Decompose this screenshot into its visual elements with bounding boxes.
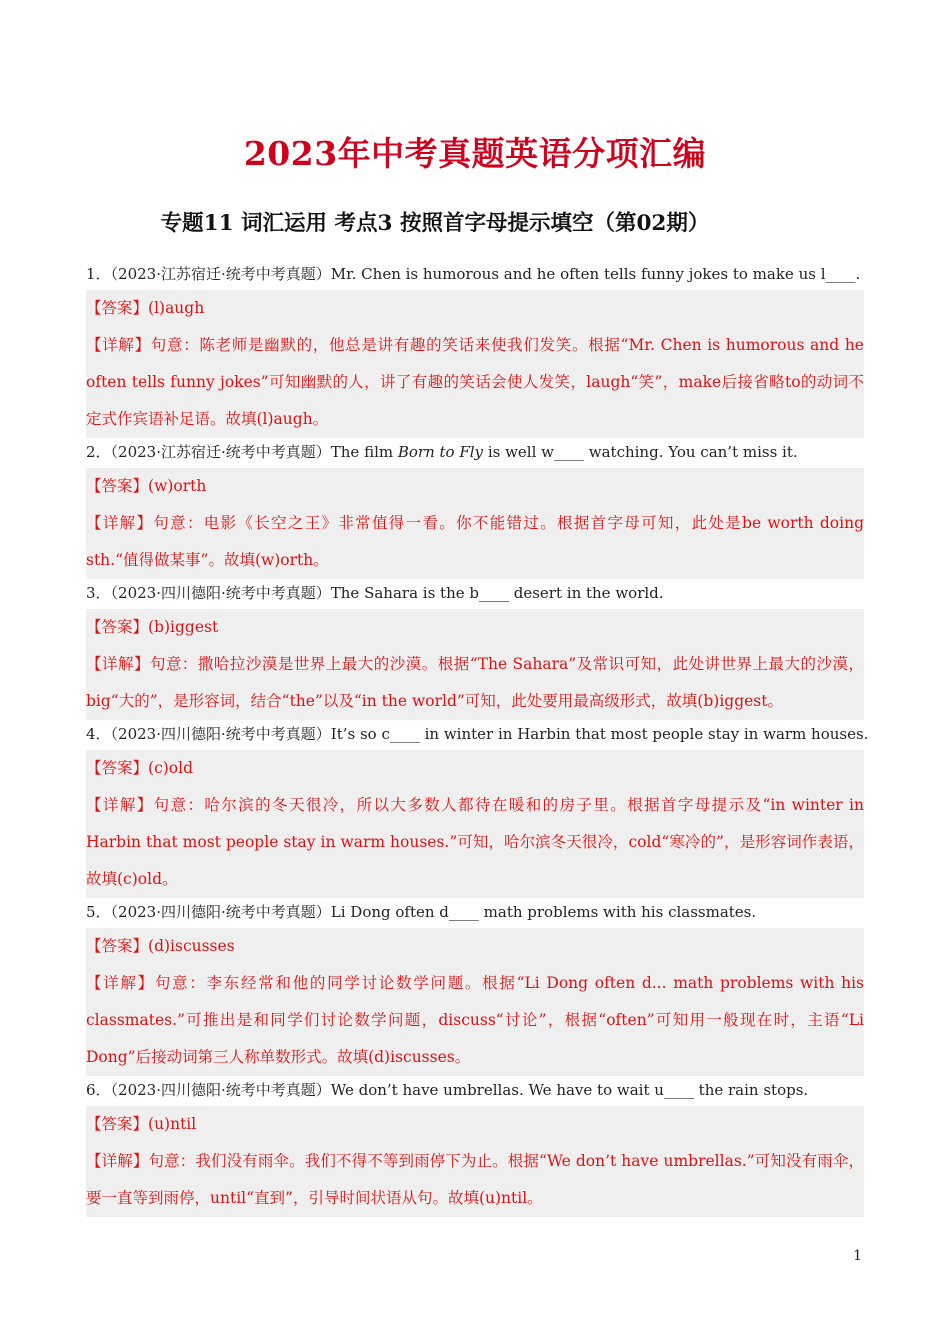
answer-text: (w)orth [148, 477, 207, 495]
detail-tag: 【详解】 [86, 796, 154, 814]
question-item [86, 438, 864, 468]
answer-block [86, 290, 864, 438]
question-text: It’s so c____ in winter in Harbin that most people stay in warm houses. [330, 725, 869, 743]
detail-tag: 【详解】 [86, 655, 150, 673]
question-list [86, 260, 869, 1217]
question-number: 2． [86, 443, 111, 461]
answer-line [86, 928, 864, 965]
answer-text: (b)iggest [148, 618, 219, 636]
question-number: 4． [86, 725, 111, 743]
question-source: （2023·四川德阳·统考中考真题） [110, 1081, 331, 1099]
answer-text: (c)old [148, 759, 194, 777]
detail-text: 句意：哈尔滨的冬天很冷，所以大多数人都待在暖和的房子里。根据首字母提示及“in winter in Harbin that most people stay in warm houses.”可知，哈尔滨冬天很冷，cold“寒冷的”，是形容词作表语，故填(c)old。 [86, 796, 864, 888]
answer-block [86, 609, 864, 720]
answer-line [86, 1106, 864, 1143]
answer-text: (d)iscusses [148, 937, 235, 955]
question-item [86, 1076, 864, 1106]
answer-tag: 【答案】 [86, 299, 149, 317]
question-item [86, 898, 864, 928]
answer-line [86, 750, 864, 787]
question-source: （2023·四川德阳·统考中考真题） [110, 584, 331, 602]
detail-line [86, 1143, 864, 1217]
detail-tag: 【详解】 [86, 336, 151, 354]
question-text-italic: Born to Fly [397, 443, 484, 461]
question-source: （2023·四川德阳·统考中考真题） [110, 725, 331, 743]
answer-block [86, 468, 864, 579]
question-number: 1． [86, 265, 111, 283]
question-text-post: is well w____ watching. You can’t miss it. [483, 443, 798, 461]
page-title: 2023年中考真题英语分项汇编 [243, 134, 707, 173]
detail-text: 句意：电影《长空之王》非常值得一看。你不能错过。根据首字母可知，此处是be worth doing sth.“值得做某事”。故填(w)orth。 [86, 514, 864, 569]
detail-line [86, 787, 864, 898]
answer-tag: 【答案】 [86, 937, 149, 955]
answer-line [86, 290, 864, 327]
detail-text: 句意：撒哈拉沙漠是世界上最大的沙漠。根据“The Sahara”及常识可知，此处讲世界上最大的沙漠，big“大的”，是形容词，结合“the”以及“in the world”可知，此处要用最高级形式，故填(b)iggest。 [86, 655, 864, 710]
answer-block [86, 928, 864, 1076]
detail-line [86, 505, 864, 579]
answer-tag: 【答案】 [86, 759, 149, 777]
answer-block [86, 1106, 864, 1217]
answer-block [86, 750, 864, 898]
question-source: （2023·江苏宿迁·统考中考真题） [110, 443, 331, 461]
answer-text: (u)ntil [148, 1115, 197, 1133]
answer-tag: 【答案】 [86, 618, 149, 636]
question-item [86, 260, 864, 290]
detail-line [86, 327, 864, 438]
detail-tag: 【详解】 [86, 1152, 149, 1170]
question-number: 6． [86, 1081, 111, 1099]
answer-tag: 【答案】 [86, 477, 149, 495]
question-text: Mr. Chen is humorous and he often tells funny jokes to make us l____. [330, 265, 861, 283]
answer-text: (l)augh [148, 299, 205, 317]
answer-tag: 【答案】 [86, 1115, 149, 1133]
question-number: 3． [86, 584, 111, 602]
detail-text: 句意：我们没有雨伞。我们不得不等到雨停下为止。根据“We don’t have umbrellas.”可知没有雨伞，要一直等到雨停，until“直到”，引导时间状语从句。故填(u)ntil。 [86, 1152, 864, 1207]
detail-text: 句意：陈老师是幽默的，他总是讲有趣的笑话来使我们发笑。根据“Mr. Chen is humorous and he often tells funny jokes”可知幽默的人，讲了有趣的笑话会使人发笑，laugh“笑”，make后接省略to的动词不定式作宾语补足语。故填(l)augh。 [86, 336, 864, 428]
question-item [86, 720, 869, 750]
question-source: （2023·四川德阳·统考中考真题） [110, 903, 331, 921]
answer-line [86, 468, 864, 505]
detail-line [86, 965, 864, 1076]
question-number: 5． [86, 903, 111, 921]
question-item [86, 579, 864, 609]
page-number: 1 [853, 1248, 862, 1264]
question-source: （2023·江苏宿迁·统考中考真题） [110, 265, 331, 283]
page-subtitle: 专题11 词汇运用 考点3 按照首字母提示填空（第02期） [160, 211, 710, 236]
question-text: The Sahara is the b____ desert in the world. [330, 584, 664, 602]
question-text: We don’t have umbrellas. We have to wait u____ the rain stops. [330, 1081, 809, 1099]
answer-line [86, 609, 864, 646]
detail-text: 句意：李东经常和他的同学讨论数学问题。根据“Li Dong often d... math problems with his classmates.”可推出是和同学们讨论数学问题，discuss“讨论”，根据“often”可知用一般现在时，主语“Li Dong”后接动词第三人称单数形式。故填(d)iscusses。 [86, 974, 864, 1066]
detail-tag: 【详解】 [86, 974, 155, 992]
question-text-pre: The film [330, 443, 398, 461]
question-text: Li Dong often d____ math problems with his classmates. [330, 903, 757, 921]
detail-tag: 【详解】 [86, 514, 154, 532]
detail-line [86, 646, 864, 720]
